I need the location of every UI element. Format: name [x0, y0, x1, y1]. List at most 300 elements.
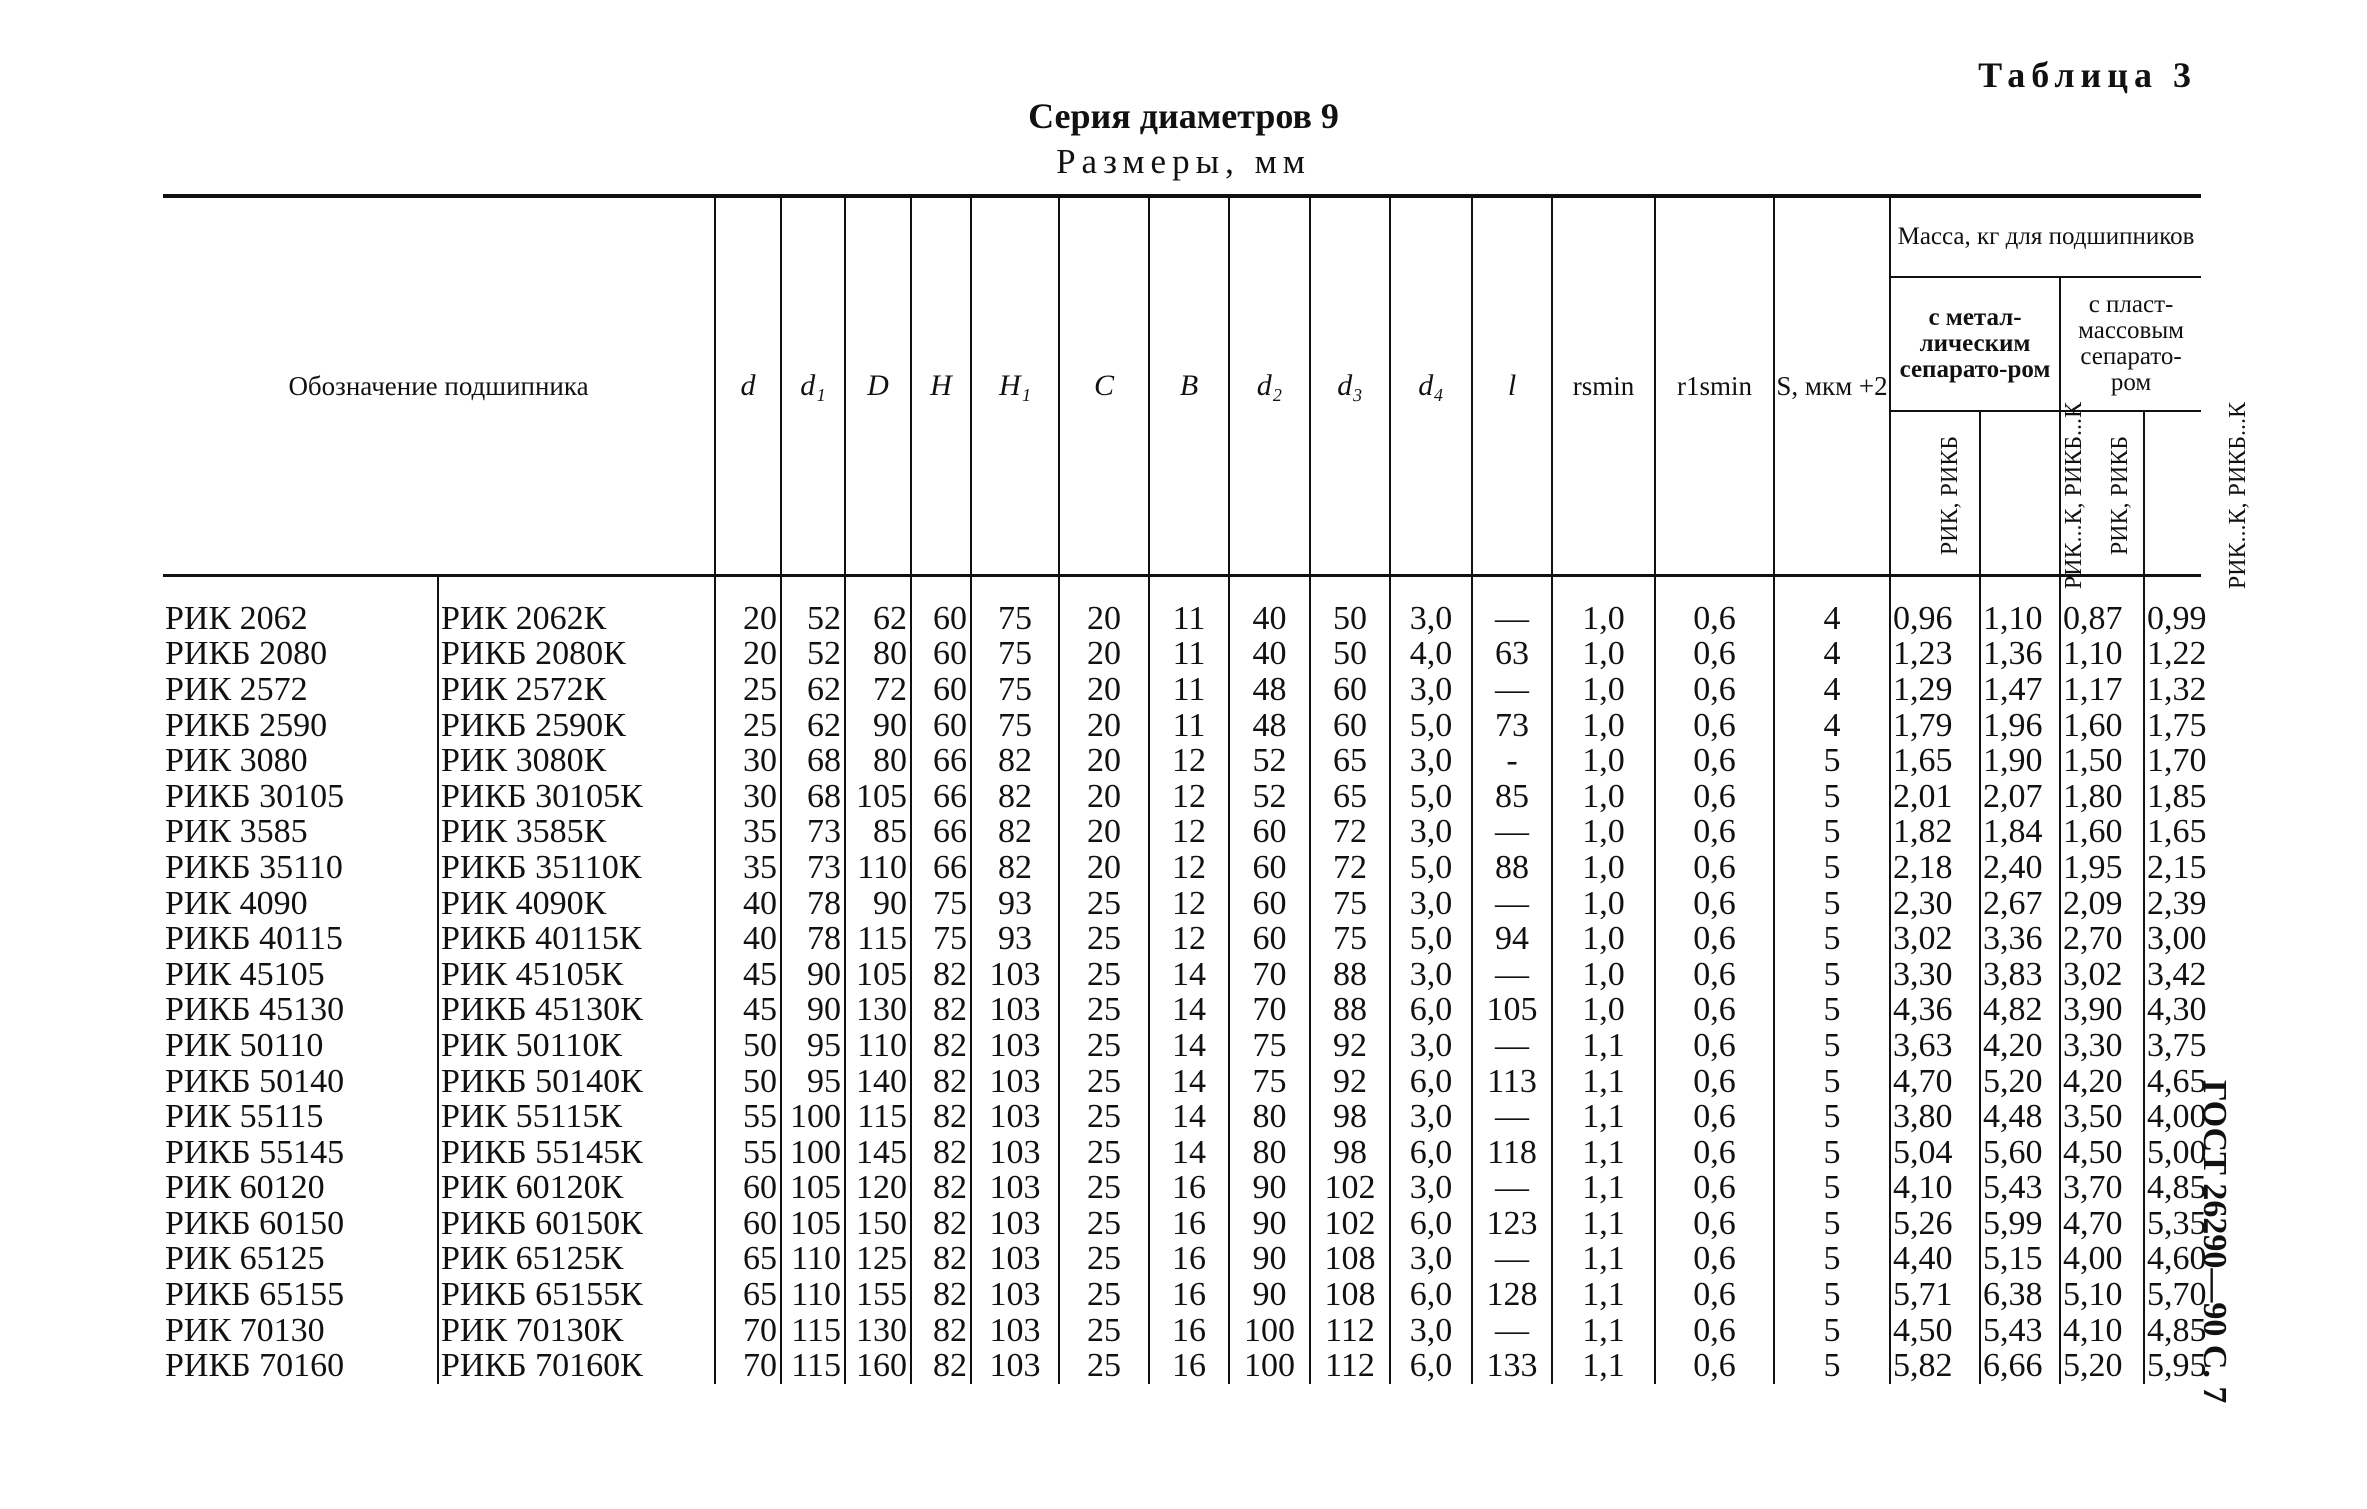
cell-d: 60 — [715, 1171, 781, 1207]
cell-d: 40 — [715, 886, 781, 922]
cell-m1: 4,40 — [1890, 1242, 1980, 1278]
cell-C: 25 — [1059, 957, 1149, 993]
cell-d1: 90 — [781, 957, 845, 993]
cell-r1smin: 0,6 — [1655, 1135, 1774, 1171]
cell-D: 130 — [845, 1313, 911, 1349]
header-mass-plastic-rik-label: РИК, РИКБ — [2107, 435, 2133, 555]
cell-B: 12 — [1149, 921, 1229, 957]
cell-name: РИК 3585 — [165, 813, 308, 851]
cell-r1smin: 0,6 — [1655, 1242, 1774, 1278]
cell-l: 113 — [1472, 1064, 1552, 1100]
table-label: Таблица 3 — [1978, 55, 2197, 95]
cell-name: РИК 4090 — [165, 884, 308, 922]
cell-name-k: РИК 2572К — [438, 672, 715, 708]
cell-r1smin: 0,6 — [1655, 743, 1774, 779]
cell-m1: 3,80 — [1890, 1099, 1980, 1135]
cell-H1: 93 — [971, 921, 1059, 957]
cell-S: 5 — [1774, 1064, 1890, 1100]
cell-d: 65 — [715, 1242, 781, 1278]
cell-l: 63 — [1472, 637, 1552, 673]
cell-m1: 0,96 — [1890, 576, 1980, 637]
cell-B: 16 — [1149, 1313, 1229, 1349]
cell-name: РИКБ 2590 — [165, 706, 328, 744]
cell-m3: 1,95 — [2060, 850, 2144, 886]
cell-d: 70 — [715, 1313, 781, 1349]
cell-d1: 115 — [781, 1348, 845, 1384]
cell-rsmin: 1,0 — [1552, 743, 1655, 779]
cell-m1: 1,79 — [1890, 708, 1980, 744]
cell-l: — — [1472, 672, 1552, 708]
cell-d2: 90 — [1229, 1206, 1310, 1242]
cell-m2: 5,60 — [1980, 1135, 2060, 1171]
cell-l: — — [1472, 886, 1552, 922]
cell-d1: 52 — [781, 576, 845, 637]
cell-d4: 5,0 — [1390, 779, 1472, 815]
cell-r1smin: 0,6 — [1655, 1171, 1774, 1207]
cell-B: 11 — [1149, 576, 1229, 637]
cell-d3: 108 — [1310, 1277, 1390, 1313]
cell-d4: 5,0 — [1390, 921, 1472, 957]
cell-m2: 2,07 — [1980, 779, 2060, 815]
cell-d2: 60 — [1229, 815, 1310, 851]
cell-name: РИКБ 70160 — [165, 1347, 345, 1385]
cell-m1: 2,18 — [1890, 850, 1980, 886]
cell-d4: 4,0 — [1390, 637, 1472, 673]
cell-C: 25 — [1059, 921, 1149, 957]
cell-H1: 103 — [971, 1313, 1059, 1349]
cell-m1: 4,10 — [1890, 1171, 1980, 1207]
cell-B: 12 — [1149, 850, 1229, 886]
cell-name: РИК 70130 — [165, 1311, 325, 1349]
cell-name: РИКБ 2080 — [165, 635, 328, 673]
cell-S: 4 — [1774, 672, 1890, 708]
cell-d2: 80 — [1229, 1135, 1310, 1171]
cell-d: 55 — [715, 1135, 781, 1171]
cell-d3: 60 — [1310, 708, 1390, 744]
cell-name-k: РИК 55115К — [438, 1099, 715, 1135]
cell-name-k: РИК 45105К — [438, 957, 715, 993]
cell-l: — — [1472, 1099, 1552, 1135]
cell-H: 82 — [911, 993, 971, 1029]
header-rsmin: rsmin — [1552, 196, 1655, 576]
cell-m2: 3,36 — [1980, 921, 2060, 957]
cell-m3: 5,20 — [2060, 1348, 2144, 1384]
cell-H1: 103 — [971, 1242, 1059, 1278]
cell-d1: 73 — [781, 850, 845, 886]
table-row — [163, 815, 2201, 851]
cell-d2: 90 — [1229, 1171, 1310, 1207]
cell-C: 20 — [1059, 708, 1149, 744]
table-row — [163, 672, 2201, 708]
cell-S: 5 — [1774, 1242, 1890, 1278]
cell-m1: 4,36 — [1890, 993, 1980, 1029]
cell-m2: 2,40 — [1980, 850, 2060, 886]
cell-D: 110 — [845, 850, 911, 886]
cell-d: 55 — [715, 1099, 781, 1135]
cell-H: 82 — [911, 1348, 971, 1384]
cell-name-k: РИКБ 35110К — [438, 850, 715, 886]
cell-m4: 4,65 — [2144, 1064, 2201, 1100]
cell-C: 20 — [1059, 637, 1149, 673]
cell-l: — — [1472, 576, 1552, 637]
cell-name-k: РИК 70130К — [438, 1313, 715, 1349]
header-d: d — [715, 196, 781, 576]
cell-d4: 3,0 — [1390, 1313, 1472, 1349]
cell-H: 66 — [911, 779, 971, 815]
cell-m1: 5,04 — [1890, 1135, 1980, 1171]
cell-rsmin: 1,0 — [1552, 637, 1655, 673]
cell-name: РИК 55115 — [165, 1098, 324, 1136]
cell-name: РИК 65125 — [165, 1240, 325, 1278]
cell-name-k: РИКБ 60150К — [438, 1206, 715, 1242]
cell-d: 40 — [715, 921, 781, 957]
cell-C: 25 — [1059, 1135, 1149, 1171]
cell-D: 105 — [845, 779, 911, 815]
table-row — [163, 637, 2201, 673]
cell-l: 105 — [1472, 993, 1552, 1029]
cell-C: 25 — [1059, 1242, 1149, 1278]
cell-rsmin: 1,0 — [1552, 779, 1655, 815]
cell-r1smin: 0,6 — [1655, 921, 1774, 957]
header-B: B — [1149, 196, 1229, 576]
header-plastic-separator: с пласт-массовым сепарато-ром — [2060, 277, 2201, 411]
cell-d4: 3,0 — [1390, 743, 1472, 779]
cell-C: 25 — [1059, 1064, 1149, 1100]
cell-B: 14 — [1149, 1028, 1229, 1064]
cell-d1: 73 — [781, 815, 845, 851]
header-s: S, мкм +2 — [1774, 196, 1890, 576]
cell-H1: 75 — [971, 637, 1059, 673]
cell-B: 11 — [1149, 708, 1229, 744]
cell-l: 123 — [1472, 1206, 1552, 1242]
cell-m4: 4,00 — [2144, 1099, 2201, 1135]
cell-S: 4 — [1774, 637, 1890, 673]
cell-C: 20 — [1059, 815, 1149, 851]
cell-d3: 92 — [1310, 1064, 1390, 1100]
cell-d3: 75 — [1310, 921, 1390, 957]
table-row — [163, 1313, 2201, 1349]
cell-m2: 1,96 — [1980, 708, 2060, 744]
header-d3: d₃ — [1310, 196, 1390, 576]
cell-d1: 100 — [781, 1099, 845, 1135]
cell-rsmin: 1,1 — [1552, 1277, 1655, 1313]
cell-D: 150 — [845, 1206, 911, 1242]
cell-r1smin: 0,6 — [1655, 957, 1774, 993]
cell-l: — — [1472, 1028, 1552, 1064]
cell-m2: 1,84 — [1980, 815, 2060, 851]
cell-H1: 103 — [971, 1348, 1059, 1384]
cell-D: 125 — [845, 1242, 911, 1278]
cell-d3: 65 — [1310, 743, 1390, 779]
cell-C: 20 — [1059, 779, 1149, 815]
cell-d1: 110 — [781, 1277, 845, 1313]
cell-m2: 1,10 — [1980, 576, 2060, 637]
cell-m3: 0,87 — [2060, 576, 2144, 637]
cell-D: 90 — [845, 708, 911, 744]
cell-d1: 110 — [781, 1242, 845, 1278]
header-l: l — [1472, 196, 1552, 576]
cell-name-k: РИКБ 55145К — [438, 1135, 715, 1171]
cell-m1: 3,63 — [1890, 1028, 1980, 1064]
cell-m4: 4,85 — [2144, 1313, 2201, 1349]
cell-B: 12 — [1149, 886, 1229, 922]
cell-m1: 1,65 — [1890, 743, 1980, 779]
cell-m2: 6,38 — [1980, 1277, 2060, 1313]
cell-rsmin: 1,0 — [1552, 815, 1655, 851]
cell-d4: 3,0 — [1390, 576, 1472, 637]
cell-d: 35 — [715, 850, 781, 886]
cell-S: 5 — [1774, 1206, 1890, 1242]
cell-d: 45 — [715, 957, 781, 993]
cell-C: 25 — [1059, 993, 1149, 1029]
cell-r1smin: 0,6 — [1655, 850, 1774, 886]
cell-d2: 75 — [1229, 1028, 1310, 1064]
cell-m4: 1,70 — [2144, 743, 2201, 779]
cell-m1: 5,26 — [1890, 1206, 1980, 1242]
cell-H1: 103 — [971, 1135, 1059, 1171]
cell-name-k: РИКБ 45130К — [438, 993, 715, 1029]
cell-B: 16 — [1149, 1277, 1229, 1313]
cell-d1: 68 — [781, 779, 845, 815]
cell-D: 145 — [845, 1135, 911, 1171]
table-row — [163, 850, 2201, 886]
header-H: H — [911, 196, 971, 576]
cell-d1: 52 — [781, 637, 845, 673]
cell-H1: 75 — [971, 672, 1059, 708]
cell-S: 5 — [1774, 921, 1890, 957]
cell-l: — — [1472, 1242, 1552, 1278]
cell-H: 82 — [911, 1313, 971, 1349]
cell-m4: 2,15 — [2144, 850, 2201, 886]
cell-m2: 5,43 — [1980, 1313, 2060, 1349]
cell-H: 60 — [911, 576, 971, 637]
cell-H: 75 — [911, 921, 971, 957]
cell-d2: 52 — [1229, 779, 1310, 815]
cell-m4: 1,85 — [2144, 779, 2201, 815]
cell-B: 12 — [1149, 779, 1229, 815]
cell-d3: 72 — [1310, 815, 1390, 851]
cell-d4: 3,0 — [1390, 886, 1472, 922]
cell-S: 5 — [1774, 1171, 1890, 1207]
cell-r1smin: 0,6 — [1655, 815, 1774, 851]
cell-l: — — [1472, 815, 1552, 851]
cell-d3: 75 — [1310, 886, 1390, 922]
cell-d4: 3,0 — [1390, 957, 1472, 993]
cell-r1smin: 0,6 — [1655, 1206, 1774, 1242]
cell-H: 82 — [911, 1206, 971, 1242]
cell-H1: 103 — [971, 1171, 1059, 1207]
cell-d1: 78 — [781, 921, 845, 957]
cell-m2: 1,47 — [1980, 672, 2060, 708]
cell-name: РИКБ 45130 — [165, 991, 345, 1029]
cell-S: 5 — [1774, 886, 1890, 922]
cell-d3: 72 — [1310, 850, 1390, 886]
cell-m4: 1,75 — [2144, 708, 2201, 744]
cell-H1: 103 — [971, 1064, 1059, 1100]
cell-d1: 62 — [781, 708, 845, 744]
header-r1smin: r1smin — [1655, 196, 1774, 576]
cell-D: 140 — [845, 1064, 911, 1100]
cell-r1smin: 0,6 — [1655, 779, 1774, 815]
cell-name: РИК 50110 — [165, 1026, 324, 1064]
cell-r1smin: 0,6 — [1655, 1028, 1774, 1064]
cell-d1: 62 — [781, 672, 845, 708]
cell-H1: 103 — [971, 1099, 1059, 1135]
cell-d2: 60 — [1229, 850, 1310, 886]
cell-d4: 3,0 — [1390, 1171, 1472, 1207]
cell-name: РИКБ 60150 — [165, 1204, 345, 1242]
header-designation: Обозначение подшипника — [163, 196, 715, 576]
cell-l: 118 — [1472, 1135, 1552, 1171]
cell-B: 14 — [1149, 957, 1229, 993]
cell-H1: 82 — [971, 815, 1059, 851]
cell-B: 14 — [1149, 993, 1229, 1029]
cell-D: 115 — [845, 1099, 911, 1135]
cell-r1smin: 0,6 — [1655, 1348, 1774, 1384]
cell-m3: 3,30 — [2060, 1028, 2144, 1064]
header-mass-metal-rik-label: РИК, РИКБ — [1937, 435, 1963, 555]
cell-m1: 4,50 — [1890, 1313, 1980, 1349]
cell-B: 14 — [1149, 1064, 1229, 1100]
cell-d1: 105 — [781, 1171, 845, 1207]
cell-m1: 1,29 — [1890, 672, 1980, 708]
cell-d3: 92 — [1310, 1028, 1390, 1064]
cell-S: 5 — [1774, 1348, 1890, 1384]
cell-m2: 3,83 — [1980, 957, 2060, 993]
cell-rsmin: 1,0 — [1552, 708, 1655, 744]
cell-name: РИКБ 65155 — [165, 1276, 345, 1314]
cell-l: — — [1472, 1171, 1552, 1207]
cell-d: 25 — [715, 708, 781, 744]
cell-rsmin: 1,0 — [1552, 957, 1655, 993]
cell-d2: 100 — [1229, 1313, 1310, 1349]
cell-H1: 103 — [971, 1277, 1059, 1313]
cell-d: 70 — [715, 1348, 781, 1384]
table-row — [163, 708, 2201, 744]
cell-m4: 4,30 — [2144, 993, 2201, 1029]
cell-d4: 3,0 — [1390, 1099, 1472, 1135]
cell-d2: 80 — [1229, 1099, 1310, 1135]
cell-r1smin: 0,6 — [1655, 1277, 1774, 1313]
cell-m4: 5,95 — [2144, 1348, 2201, 1384]
cell-m4: 5,00 — [2144, 1135, 2201, 1171]
table-row — [163, 1171, 2201, 1207]
cell-C: 20 — [1059, 672, 1149, 708]
cell-d3: 88 — [1310, 957, 1390, 993]
cell-S: 5 — [1774, 850, 1890, 886]
cell-m2: 4,82 — [1980, 993, 2060, 1029]
cell-name: РИКБ 40115 — [165, 920, 343, 958]
cell-S: 4 — [1774, 576, 1890, 637]
cell-H: 82 — [911, 957, 971, 993]
cell-d3: 65 — [1310, 779, 1390, 815]
cell-name-k: РИК 3080К — [438, 743, 715, 779]
cell-d: 45 — [715, 993, 781, 1029]
cell-rsmin: 1,1 — [1552, 1099, 1655, 1135]
cell-r1smin: 0,6 — [1655, 708, 1774, 744]
cell-d4: 3,0 — [1390, 672, 1472, 708]
cell-H: 60 — [911, 708, 971, 744]
cell-l: 133 — [1472, 1348, 1552, 1384]
cell-C: 25 — [1059, 1099, 1149, 1135]
header-H1: H₁ — [971, 196, 1059, 576]
cell-l: 94 — [1472, 921, 1552, 957]
cell-H1: 75 — [971, 708, 1059, 744]
cell-d3: 88 — [1310, 993, 1390, 1029]
cell-l: — — [1472, 1313, 1552, 1349]
cell-m1: 4,70 — [1890, 1064, 1980, 1100]
cell-l: 85 — [1472, 779, 1552, 815]
cell-m2: 1,90 — [1980, 743, 2060, 779]
cell-d1: 100 — [781, 1135, 845, 1171]
cell-m4: 0,99 — [2144, 576, 2201, 637]
cell-l: 73 — [1472, 708, 1552, 744]
cell-name: РИКБ 35110 — [165, 848, 343, 886]
cell-r1smin: 0,6 — [1655, 1313, 1774, 1349]
cell-D: 72 — [845, 672, 911, 708]
header-mass-metal-rik — [1890, 411, 1980, 576]
cell-d4: 3,0 — [1390, 1242, 1472, 1278]
cell-d4: 3,0 — [1390, 1028, 1472, 1064]
cell-d3: 50 — [1310, 576, 1390, 637]
cell-rsmin: 1,0 — [1552, 576, 1655, 637]
cell-d: 65 — [715, 1277, 781, 1313]
cell-S: 5 — [1774, 993, 1890, 1029]
cell-D: 130 — [845, 993, 911, 1029]
header-D: D — [845, 196, 911, 576]
cell-B: 16 — [1149, 1348, 1229, 1384]
cell-B: 16 — [1149, 1206, 1229, 1242]
cell-S: 5 — [1774, 743, 1890, 779]
cell-C: 25 — [1059, 1206, 1149, 1242]
cell-rsmin: 1,1 — [1552, 1348, 1655, 1384]
cell-S: 5 — [1774, 779, 1890, 815]
cell-d4: 6,0 — [1390, 993, 1472, 1029]
cell-B: 11 — [1149, 672, 1229, 708]
cell-D: 62 — [845, 576, 911, 637]
cell-m1: 1,82 — [1890, 815, 1980, 851]
cell-m3: 3,02 — [2060, 957, 2144, 993]
cell-m3: 2,70 — [2060, 921, 2144, 957]
cell-m3: 4,00 — [2060, 1242, 2144, 1278]
cell-D: 105 — [845, 957, 911, 993]
cell-m1: 3,30 — [1890, 957, 1980, 993]
cell-H: 66 — [911, 850, 971, 886]
table-row — [163, 1064, 2201, 1100]
cell-name: РИК 60120 — [165, 1169, 325, 1207]
cell-d4: 6,0 — [1390, 1277, 1472, 1313]
cell-m3: 4,10 — [2060, 1313, 2144, 1349]
cell-H: 66 — [911, 815, 971, 851]
cell-name-k: РИК 60120К — [438, 1171, 715, 1207]
cell-m4: 4,60 — [2144, 1242, 2201, 1278]
cell-H1: 82 — [971, 850, 1059, 886]
cell-name-k: РИКБ 2590К — [438, 708, 715, 744]
table-row — [163, 1099, 2201, 1135]
cell-d2: 75 — [1229, 1064, 1310, 1100]
table-row — [163, 993, 2201, 1029]
cell-name-k: РИК 4090К — [438, 886, 715, 922]
cell-r1smin: 0,6 — [1655, 886, 1774, 922]
cell-d3: 98 — [1310, 1135, 1390, 1171]
cell-m3: 4,20 — [2060, 1064, 2144, 1100]
cell-l: 128 — [1472, 1277, 1552, 1313]
cell-name-k: РИК 3585К — [438, 815, 715, 851]
cell-name-k: РИКБ 30105К — [438, 779, 715, 815]
cell-m3: 3,70 — [2060, 1171, 2144, 1207]
cell-m3: 1,10 — [2060, 637, 2144, 673]
table-row — [163, 779, 2201, 815]
